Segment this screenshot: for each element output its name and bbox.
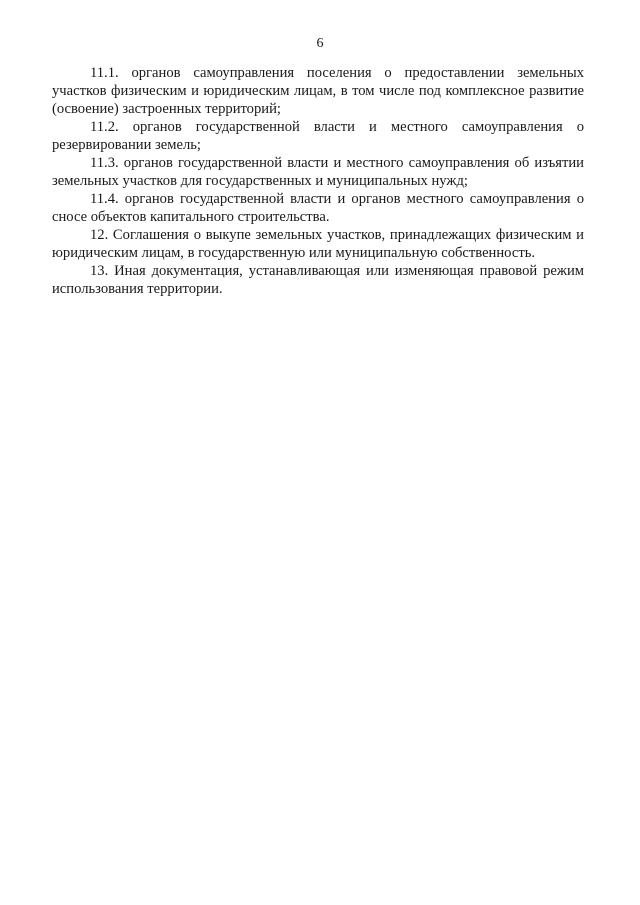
paragraph-11-3: 11.3. органов государственной власти и местного самоуправления об изъятии земельных участков для государственных и муниципальных нужд; — [52, 155, 584, 189]
paragraph-13: 13. Иная документация, устанавливающая или изменяющая правовой режим использования территории. — [52, 263, 584, 297]
document-body — [52, 64, 584, 298]
paragraph-11-4: 11.4. органов государственной власти и органов местного самоуправления о сносе объектов капитального строительства. — [52, 191, 584, 225]
paragraph-11-1: 11.1. органов самоуправления поселения о предоставлении земельных участков физическим и юридическим лицам, в том числе под комплексное развитие (освоение) застроенных территорий; — [52, 65, 584, 117]
paragraph-12: 12. Соглашения о выкупе земельных участков, принадлежащих физическим и юридическим лицам, в государственную или муниципальную собственность. — [52, 227, 584, 261]
paragraph-11-2: 11.2. органов государственной власти и местного самоуправления о резервировании земель; — [52, 119, 584, 153]
page-number: 6 — [316, 36, 324, 51]
